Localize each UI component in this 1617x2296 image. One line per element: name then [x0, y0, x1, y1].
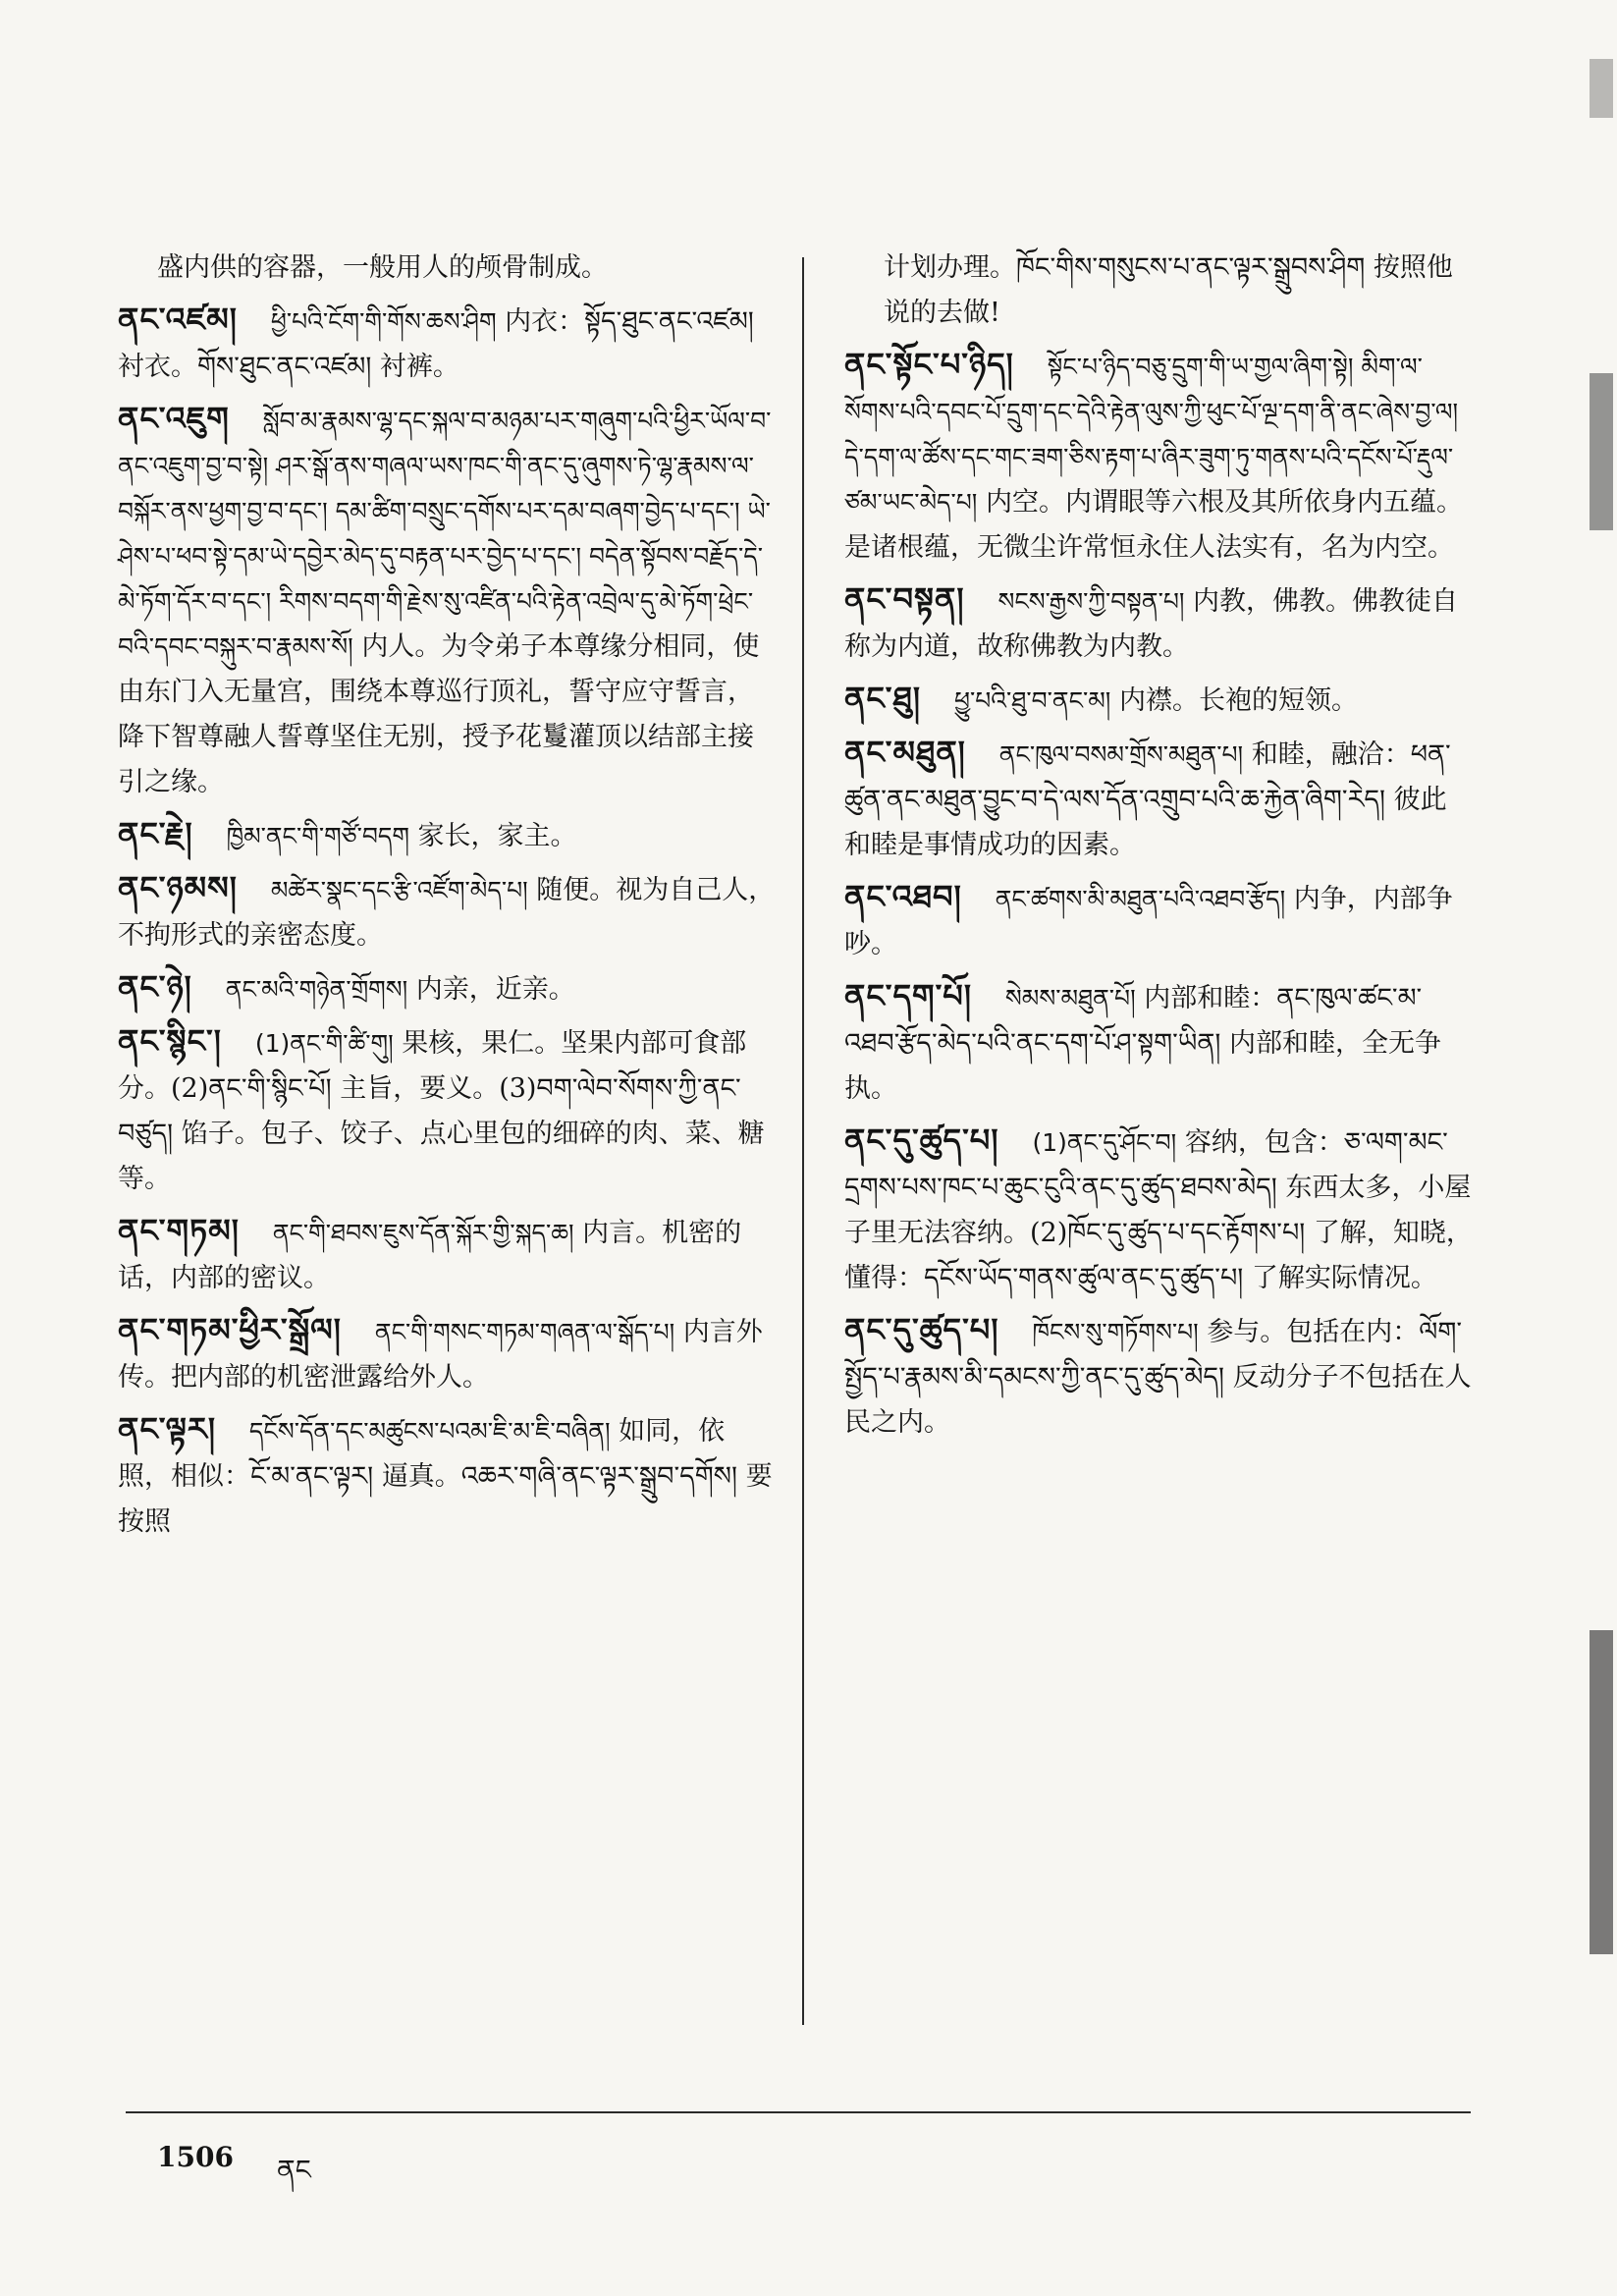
entry-tibetan-definition: མཚེར་སྣང་དང་རྩི་འཛོག་མེད་པ། [270, 876, 528, 904]
entry-chinese-definition: 内空。内谓眼等六根及其所依身内五蕴。是诸根蕴，无微尘许常恒永住人法实有，名为内空。 [844, 487, 1463, 563]
entry-tibetan-definition: ཁྱིམ་ནང་གི་གཙོ་བདག [226, 822, 409, 850]
dictionary-entry [118, 1307, 778, 1400]
dictionary-entry [844, 342, 1473, 571]
entry-tibetan-definition: (1)ནང་གི་ཚི་གུ། [254, 1029, 394, 1058]
dictionary-entry [118, 1018, 778, 1202]
dictionary-entry [844, 1118, 1473, 1301]
dictionary-entry [844, 676, 1473, 724]
entry-tibetan-definition: སྟོང་པ་ཉིད་བཅུ་དྲུག་གི་ཡ་གྱལ་ཞིག་སྟེ། མིག་ལ་སོགས་པའི་དབང་པོ་དྲུག་དང་དེའི་རྟེན་ལུས་ཀྱི་ཕུང་པོ་ལྔ་དག་ནི་ནང་ཞེས་བྱ་ལ། དེ་དག་ལ་ཚོས་དང་གང་ཟག་ཅིས་རྟག་པ་ཞིར་ཟུག་ཏུ་གནས་པའི་དངོས་པོ་རྡུལ་ཙམ་ཡང་མེད་པ། [844, 353, 1459, 517]
entry-tibetan-definition: ནང་ཁུལ་བསམ་གྲོས་མཐུན་པ། [998, 740, 1244, 769]
dictionary-entry [844, 973, 1473, 1112]
entry-chinese-definition: 内争，内部争吵。 [844, 884, 1453, 959]
dictionary-entry [118, 1406, 778, 1545]
entry-headword: ནང་འཇུག [118, 400, 230, 437]
left-column [118, 246, 778, 1551]
dictionary-entry [118, 297, 778, 390]
page-number: 1506 [157, 2141, 234, 2173]
entry-chinese-definition: 内言外传。把内部的机密泄露给外人。 [118, 1317, 763, 1393]
scan-edge-mark [1590, 373, 1613, 530]
entry-headword: ནང་འཛམ། [118, 301, 238, 338]
continuation-text-body: 盛内供的容器，一般用人的颅骨制成。 [157, 252, 608, 283]
entry-tibetan-definition: སློབ་མ་རྣམས་ལྷ་དང་སྐལ་བ་མཉམ་པར་གཞུག་པའི་ཕྱིར་ཡོལ་བ་ནང་འཇུག་བྱ་བ་སྟེ། ཤར་སྒོ་ནས་གཞལ་ཡས་ཁང་གི་ནང་དུ་ཞུགས་ཏེ་ལྷ་རྣམས་ལ་བསྐོར་ནས་ཕྱག་བྱ་བ་དང་། དམ་ཚིག་བསྲུང་དགོས་པར་དམ་བཞག་བྱེད་པ་དང་། ཡེ་ཤེས་པ་ཕབ་སྟེ་དམ་ཡེ་དབྱེར་མེད་དུ་བརྟན་པར་བྱེད་པ་དང་། བདེན་སྟོབས་བརྗོད་དེ་མེ་ཏོག་དོར་བ་དང་། རིགས་བདག་གི་རྗེས་སུ་འཛིན་པའི་རྟེན་འབྲེལ་དུ་མེ་ཏོག་ཕྲེང་བའི་དབང་བསྐུར་བ་རྣམས་སོ། [118, 407, 772, 661]
right-entries [844, 342, 1473, 1446]
entry-tibetan-definition: སངས་རྒྱས་ཀྱི་བསྟན་པ། [997, 587, 1185, 616]
entry-headword: ནང་དུ་ཚུད་པ། [844, 1311, 999, 1348]
entry-headword: ནང་སྟོང་པ་ཉིད། [844, 346, 1014, 383]
entry-tibetan-definition: ཁོངས་སུ་གཏོགས་པ། [1032, 1318, 1199, 1346]
footer-rule [126, 2111, 1471, 2113]
entry-headword: ནང་རྗེ། [118, 815, 193, 852]
entry-tibetan-definition: ནང་ཚགས་མི་མཐུན་པའི་འཐབ་རྩོད། [995, 885, 1286, 913]
dictionary-entry [118, 396, 778, 805]
entry-tibetan-definition: (1)ནང་དུ་ཤོང་བ། [1032, 1128, 1177, 1157]
dictionary-entry [844, 576, 1473, 670]
entry-tibetan-definition: སེམས་མཐུན་པོ། [1004, 984, 1136, 1012]
dictionary-entry [844, 730, 1473, 868]
dictionary-entry [118, 811, 778, 859]
entry-tibetan-definition: ཕྱུ་པའི་ཐུ་བ་ནང་མ། [953, 686, 1111, 715]
scan-edge-mark [1590, 59, 1613, 118]
entry-tibetan-definition: ནང་གི་གསང་གཏམ་གཞན་ལ་སྒོད་པ། [374, 1318, 675, 1346]
entry-chinese-definition: 内教，佛教。佛教徒自称为内道，故称佛教为内教。 [844, 586, 1458, 662]
entry-chinese-definition: 如同，依照，相似：ངོ་མ་ནང་ལྟར། 逼真。འཆར་གཞི་ནང་ལྟར་སྒྲུབ་དགོས། 要按照 [118, 1416, 773, 1537]
continuation-text [118, 246, 778, 291]
entry-chinese-definition: 内言。机密的话，内部的密议。 [118, 1218, 742, 1293]
entry-chinese-definition: 容纳，包含：ཅ་ལག་མང་དྲགས་པས་ཁང་པ་ཆུང་ངུའི་ནང་དུ་ཚུད་ཐབས་མེད། 东西太多，小屋子里无法容纳。(2)ཁོང་དུ་ཚུད་པ་དང་རྟོགས་པ། 了解，知晓，懂得：དངོས་ཡོད་གནས་ཚུལ་ནང་དུ་ཚུད་པ། 了解实际情况。 [844, 1127, 1473, 1293]
running-head: ནང [277, 2154, 311, 2186]
entry-headword: ནང་མཐུན། [844, 734, 966, 771]
entry-headword: ནང་བསྟན། [844, 580, 965, 618]
entry-headword: ནང་སྙིང་། [118, 1022, 222, 1060]
column-divider [802, 257, 804, 2025]
entry-chinese-definition: 果核，果仁。坚果内部可食部分。(2)ནང་གི་སྙིང་པོ། 主旨，要义。(3)བག་ལེབ་སོགས་ཀྱི་ནང་བཙུད། 馅子。包子、饺子、点心里包的细碎的肉、菜、糖等。 [118, 1028, 765, 1194]
dictionary-entry [118, 865, 778, 958]
entry-chinese-definition: 内襟。长袍的短领。 [1118, 685, 1358, 716]
dictionary-entry [844, 1307, 1473, 1446]
entry-headword: ནང་དུ་ཚུད་པ། [844, 1121, 999, 1159]
dictionary-entry [844, 874, 1473, 967]
entry-tibetan-definition: ཕྱི་པའི་ངོག་གི་གོས་ཆས་ཤིག [270, 307, 497, 336]
continuation-text-body: 计划办理。ཁོང་གིས་གསུངས་པ་ནང་ལྟར་སྒྲུབས་ཤིག 按照他说的去做! [884, 252, 1453, 328]
entry-chinese-definition: 内部和睦：ནང་ཁུལ་ཚང་མ་འཐབ་རྩོད་མེད་པའི་ནང་དག་པོ་ཤ་སྟག་ཡིན། 内部和睦，全无争执。 [844, 983, 1441, 1104]
dictionary-entry [118, 1208, 778, 1301]
entry-tibetan-definition: དངོས་དོན་དང་མཚུངས་པའམ་ཇི་མ་ཇི་བཞིན། [248, 1417, 611, 1446]
entry-chinese-definition: 和睦，融洽：ཕན་ཚུན་ནང་མཐུན་བྱུང་བ་དེ་ལས་དོན་འགྲུབ་པའི་ཆ་རྐྱེན་ཞིག་རེད། 彼此和睦是事情成功的因素。 [844, 739, 1451, 860]
entry-chinese-definition: 参与。包括在内：ལོག་སྤྱོད་པ་རྣམས་མི་དམངས་ཀྱི་ནང་དུ་ཚུད་མེད། 反动分子不包括在人民之内。 [844, 1317, 1472, 1438]
entry-chinese-definition: 随便。视为自己人，不拘形式的亲密态度。 [118, 875, 776, 951]
entry-headword: ནང་ལྟར། [118, 1410, 216, 1448]
continuation-text [844, 246, 1473, 336]
entry-headword: ནང་དག་པོ། [844, 977, 972, 1014]
entry-chinese-definition: 家长，家主。 [417, 821, 577, 851]
entry-tibetan-definition: ནང་མའི་གཉེན་གྲོགས། [225, 975, 408, 1004]
entry-chinese-definition: 内衣：སྟོད་ཐུང་ནང་འཛམ། 衬衣。གོས་ཐུང་ནང་འཛམ། 衬裤。 [118, 306, 754, 382]
entry-tibetan-definition: ནང་གི་ཐབས་ཇུས་དོན་སྐོར་གྱི་སྐད་ཆ། [272, 1219, 574, 1247]
entry-headword: ནང་གཏམ་ཕྱིར་སྒྲོལ། [118, 1311, 342, 1348]
entry-headword: ནང་ཉེ། [118, 968, 192, 1006]
entry-headword: ནང་ཉམས། [118, 869, 238, 906]
left-entries [118, 297, 778, 1545]
dictionary-entry [118, 964, 778, 1012]
entry-headword: ནང་གཏམ། [118, 1212, 240, 1249]
entry-headword: ནང་འཐབ། [844, 878, 962, 915]
right-column [844, 246, 1473, 1451]
entry-chinese-definition: 内亲，近亲。 [415, 974, 575, 1005]
entry-headword: ནང་ཐུ། [844, 680, 921, 717]
entry-chinese-definition: 内人。为令弟子本尊缘分相同，使由东门入无量宫，围绕本尊巡行顶礼，誓守应守誓言，降下智尊融人誓尊坚住无别，授予花鬘灌顶以结部主接引之缘。 [118, 631, 760, 797]
scan-edge-mark [1590, 1630, 1613, 1954]
